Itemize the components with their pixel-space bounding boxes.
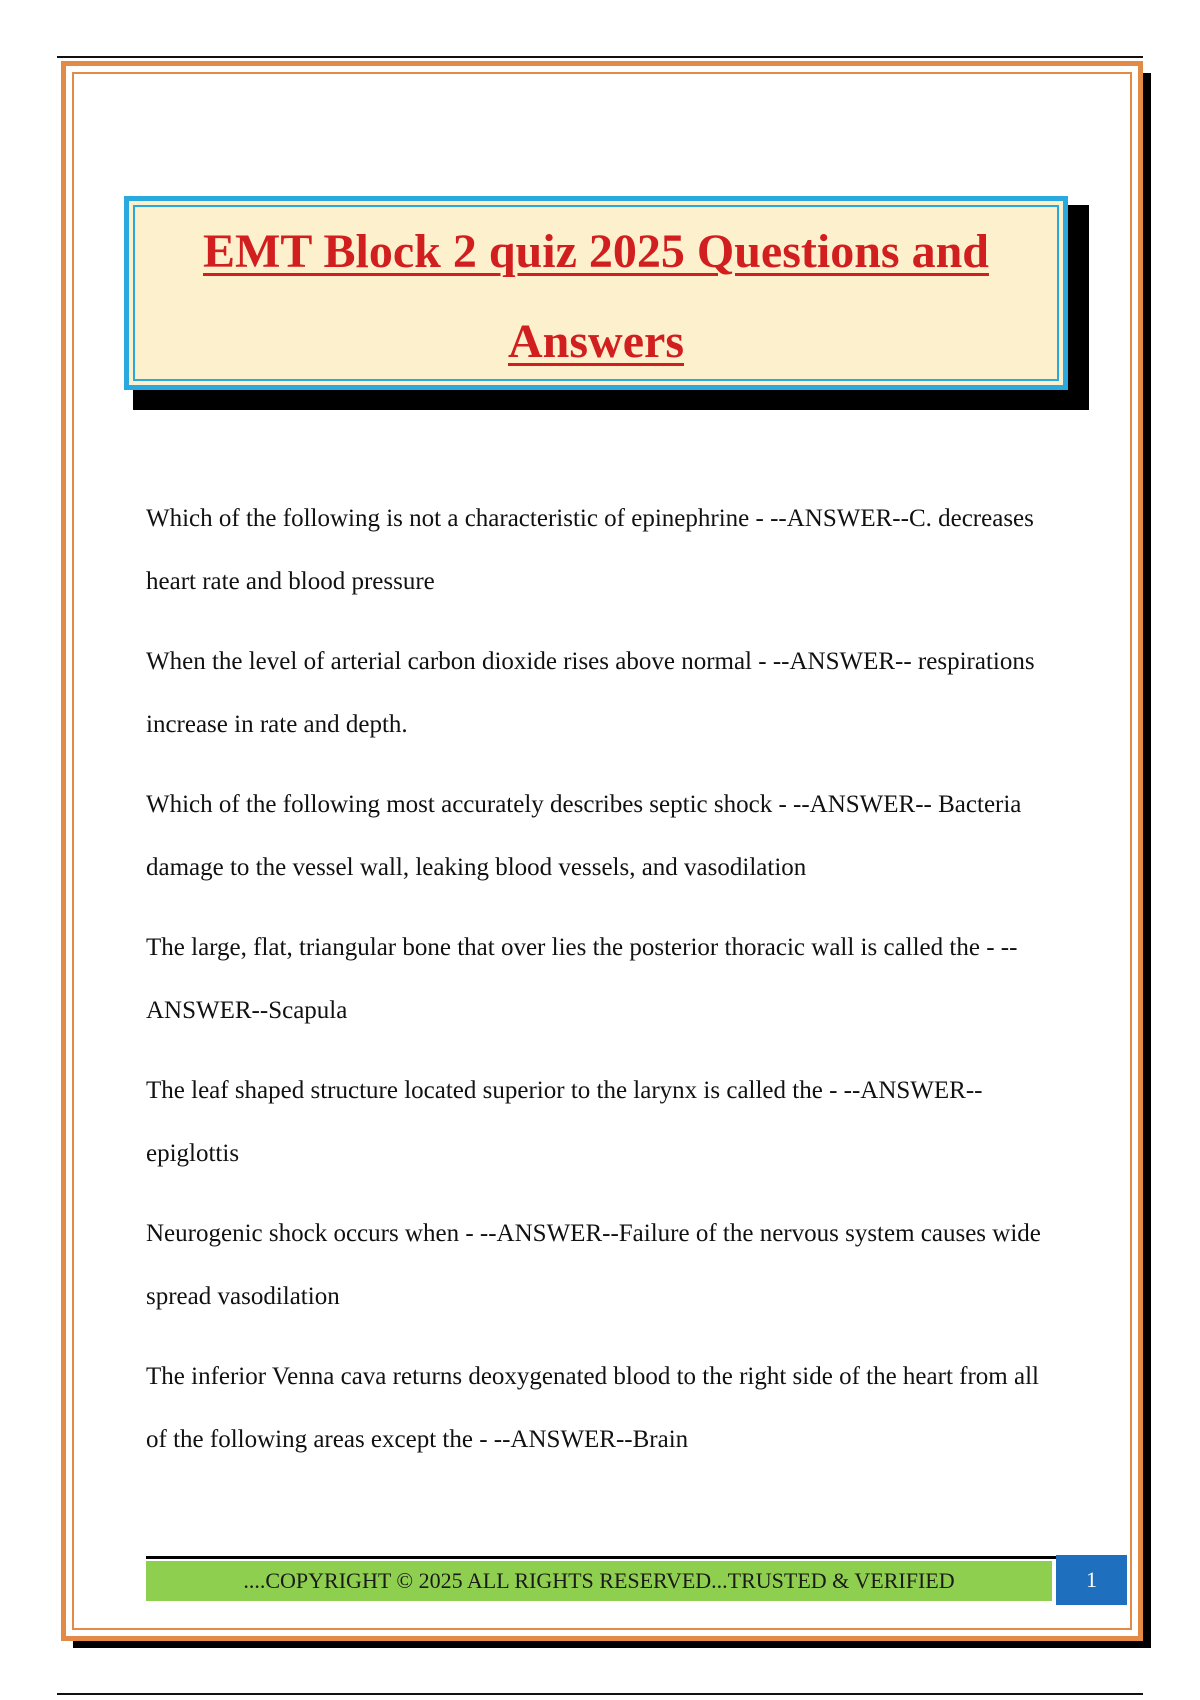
qa-item: The large, flat, triangular bone that over lies the posterior thoracic wall is called the - --ANSWER--Scapula <box>146 934 1018 1024</box>
qa-item: Which of the following most accurately describes septic shock - --ANSWER-- Bacteria damage to the vessel wall, leaking blood vessels, and vasodilation <box>146 791 1022 881</box>
bottom-rule <box>57 1693 1143 1695</box>
top-rule <box>57 56 1143 58</box>
document-title: EMT Block 2 quiz 2025 Questions and Answers <box>203 225 989 368</box>
copyright-footer: ....COPYRIGHT © 2025 ALL RIGHTS RESERVED...TRUSTED & VERIFIED <box>146 1561 1052 1601</box>
qa-item: The inferior Venna cava returns deoxygenated blood to the right side of the heart from all of the following areas except the - --ANSWER--Brain <box>146 1363 1039 1453</box>
qa-item: Which of the following is not a characteristic of epinephrine - --ANSWER--C. decreases heart rate and blood pressure <box>146 505 1034 595</box>
page-number: 1 <box>1056 1555 1127 1605</box>
qa-item: The leaf shaped structure located superior to the larynx is called the - --ANSWER--epiglottis <box>146 1077 983 1167</box>
title-box <box>124 196 1068 390</box>
qa-item: When the level of arterial carbon dioxide rises above normal - --ANSWER-- respirations increase in rate and depth. <box>146 648 1035 738</box>
qa-list <box>146 487 1066 1488</box>
footer-divider <box>146 1556 1058 1559</box>
qa-item: Neurogenic shock occurs when - --ANSWER--Failure of the nervous system causes wide spread vasodilation <box>146 1220 1041 1310</box>
